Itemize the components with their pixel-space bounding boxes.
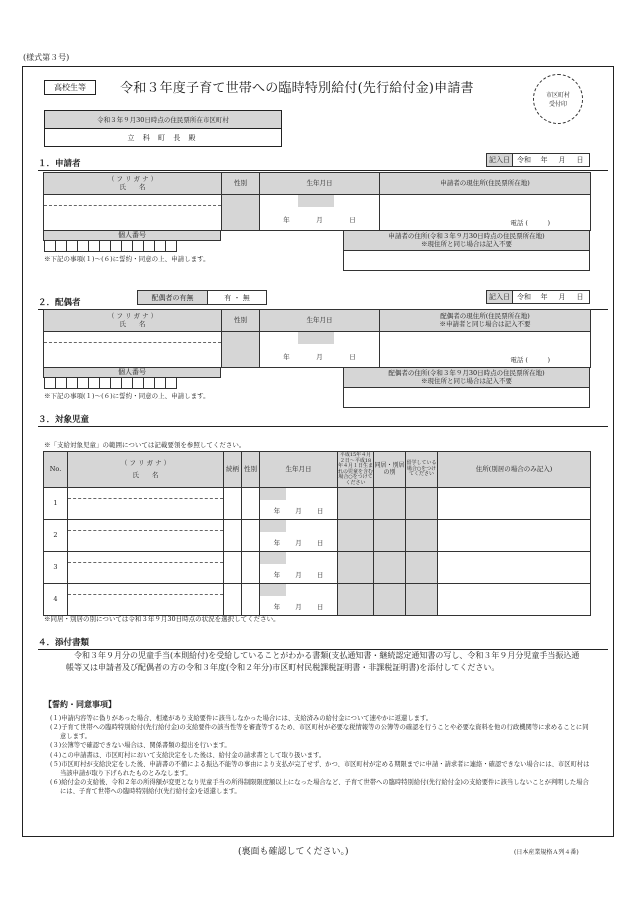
address-box [44,110,282,147]
child-birth-input[interactable] [260,552,338,584]
pledge-item: (３)公簿等で確認できない場合は、関係書類の提出を行います。 [50,742,231,750]
section2-title: ２．配偶者 [38,298,81,308]
pledge-heading: 【誓約・同意事項】 [44,699,116,709]
spouse-address0930-line1: 配偶者の住所(令和３年９月30日時点の住民票所在地) [388,369,545,378]
spouse-personal-number-label: 個人番号 [43,367,221,378]
child-abroad-input[interactable] [406,552,438,584]
child-gender-input[interactable] [242,584,260,616]
pledge-item: (１)申請内容等に偽りがあった場合、相違があり支給要件に該当しなかった場合には、支給済みの給付金について速やかに返還します。 [50,715,433,722]
child-name-input[interactable] [68,520,224,552]
child-relation-input[interactable] [224,488,242,520]
child-birth-input[interactable] [260,488,338,520]
back-note: (裏面も確認してください。) [238,847,349,857]
ymd-month: 月 [295,602,302,611]
section4-text: 令和３年９月分の児童手当(本則給付)を受給していることがわかる書類(支払通知書・継続認定通知書の写し、令和３年９月分児童手当振込通帳等又は申請者及び配偶者の方の令和３年度(令和２年分)市区町村民税課税証明書・非課税証明書)を添付してください。 [66,651,580,673]
table-row [44,488,591,520]
child-abroad-input[interactable] [406,520,438,552]
spouse-address0930-input[interactable] [344,388,590,408]
addressee: 立 科 町 長 殿 [127,134,199,142]
applicant-address0930-input[interactable] [344,251,590,271]
spouse-current-address-line2: ※申請者と同じ場合は記入不要 [439,319,531,328]
col-study-abroad: 留学している場合○をつけてください [406,452,438,488]
child-cohab-input[interactable] [374,520,406,552]
has-spouse-field[interactable] [137,290,267,305]
section4-heading [38,636,608,650]
furigana-label: （ フ リ ガ ナ ） [107,312,158,321]
birth-label: 生年月日 [260,173,380,195]
address0930-line1: 申請者の住所(令和３年９月30日時点の住民票所在地) [388,232,545,241]
child-cohab-input[interactable] [374,552,406,584]
spouse-address0930-header [344,368,590,388]
section3-heading [38,413,608,427]
col-name [68,452,224,488]
row-number: 2 [44,520,68,552]
date-label: 記入日 [487,154,513,166]
child-small-input[interactable] [338,488,374,520]
row-number: 1 [44,488,68,520]
pledge-item: (２)子育て世帯への臨時特別給付(先行給付金)の支給要件の該当性等を審査等するため、市区町村が必要な税情報等の公簿等の確認を行うことや必要な資料を他の行政機関等に求めることに同意します。 [50,724,589,741]
child-address-input[interactable] [438,488,591,520]
section3-note-top: ※「支給対象児童」の範囲については記載要領を参照してください。 [44,441,246,449]
section1-consent: ※下記の事項(１)～(６)に誓約・同意の上、申請します。 [44,255,210,263]
address-box-header: 令和３年９月30日時点の住民票所在市区町村 [45,111,281,129]
phone-paren: ( ) [525,355,550,364]
spouse-gender-input[interactable] [222,332,260,368]
birth-label: 生年月日 [260,310,380,332]
date-label: 記入日 [487,291,513,303]
applicant-current-address-input[interactable] [380,195,591,231]
ymd-year: 年 [273,602,281,611]
spouse-current-address-line1: 配偶者の現住所(住民票所在地) [440,312,530,321]
section2-date-field[interactable] [486,290,590,304]
ymd-day: 日 [316,570,324,579]
child-cohab-input[interactable] [374,584,406,616]
pledge-item: (５)市区町村が支給決定をした後、申請書の不備による振込不能等の事由により支払が完了せず、かつ、市区町村が定める期限までに申請・請求者に連絡・確認できない場合には、市区町村は当該申請が取り下げられたものとみなします。 [50,760,590,777]
child-birth-input[interactable] [260,520,338,552]
applicant-table [43,172,591,231]
name-label: 氏 名 [119,319,146,328]
has-spouse-value: 有 ・ 無 [224,293,250,302]
applicant-name-input[interactable] [44,195,222,231]
ymd-month: 月 [316,352,323,361]
child-name-input[interactable] [68,584,224,616]
ymd-month: 月 [295,570,302,579]
section3-title: ３．対象児童 [38,415,90,425]
applicant-name-header [44,173,222,195]
col-gender: 性別 [242,452,260,488]
date-year: 年 [540,156,548,164]
child-relation-input[interactable] [224,520,242,552]
child-cohab-input[interactable] [374,488,406,520]
col-no: No. [44,452,68,488]
date-year: 年 [540,293,548,301]
ymd-month: 月 [316,215,323,224]
furigana-label: （ フ リ ガ ナ ） [120,459,171,468]
furigana-label: （ フ リ ガ ナ ） [107,175,158,184]
spouse-name-input[interactable] [44,332,222,368]
col-birth: 生年月日 [260,452,338,488]
col-cohabitation: 同居・別居の別 [374,452,406,488]
date-day: 日 [576,156,584,164]
spouse-table [43,309,591,368]
stamp-line2: 受付印 [548,101,567,108]
ymd-day: 日 [316,602,324,611]
pledge-item: (６)給付金の支給後、令和２年の所得額が変更となり児童手当の所得制限限度額以上になった場合など、子育て世帯への臨時特別給付(先行給付金)の支給要件に該当しないことが判明した場合には、子育て世帯への臨時特別給付(先行給付金)を返還します。 [50,778,589,795]
col-address: 住所(別居の場合のみ記入) [438,452,591,488]
section4-title: ４．添付書類 [38,638,90,648]
child-name-input[interactable] [68,488,224,520]
row-number: 4 [44,584,68,616]
ymd-year: 年 [273,570,281,579]
child-gender-input[interactable] [242,520,260,552]
personal-number-input[interactable] [44,240,176,252]
table-row [44,552,591,584]
ymd-day: 日 [349,215,356,224]
applicant-gender-input[interactable] [222,195,260,231]
ymd-year: 年 [283,215,290,224]
child-gender-input[interactable] [242,488,260,520]
child-address-input[interactable] [438,552,591,584]
child-address-input[interactable] [438,584,591,616]
spouse-current-address-header [380,310,591,332]
pledge-item: (４)この申請書は、市区町村において支給決定をした後は、給付金の請求書として取り扱います。 [50,751,326,759]
address0930-line2: ※現住所と同じ場合は記入不要 [421,239,512,248]
child-gender-input[interactable] [242,552,260,584]
category-badge: 高校生等 [44,80,96,95]
child-small-input[interactable] [338,584,374,616]
ymd-month: 月 [295,506,302,515]
date-month: 月 [558,156,566,164]
ymd-year: 年 [283,352,290,361]
pledge-list [50,714,592,796]
stamp-line1: 市区町村 [545,92,570,99]
spouse-birth-input[interactable] [260,332,380,368]
child-abroad-input[interactable] [406,584,438,616]
spouse-name-header [44,310,222,332]
ymd-year: 年 [273,538,281,547]
form-number: (様式第３号) [23,53,70,62]
child-small-input[interactable] [338,552,374,584]
date-era: 令和 [517,293,531,301]
ymd-day: 日 [316,506,324,515]
gender-label: 性別 [222,173,260,195]
paper-standard: (日本産業規格Ａ列４番) [514,849,579,856]
child-small-input[interactable] [338,520,374,552]
ymd-day: 日 [316,538,324,547]
section1-title: １．申請者 [38,159,81,169]
table-row [44,584,591,616]
page-title: 令和３年度子育て世帯への臨時特別給付(先行給付金)申請書 [120,81,474,96]
child-relation-input[interactable] [224,584,242,616]
date-era: 令和 [517,156,531,164]
spouse-current-address-input[interactable] [380,332,591,368]
spouse-address0930-line2: ※現住所と同じ場合は記入不要 [421,376,512,385]
reception-stamp [533,74,583,124]
table-row [44,520,591,552]
has-spouse-label: 配偶者の有無 [138,291,208,304]
gender-label: 性別 [222,310,260,332]
current-address-label: 申請者の現住所(住民票所在地) [380,173,591,195]
child-address-input[interactable] [438,520,591,552]
child-relation-input[interactable] [224,552,242,584]
name-label: 氏 名 [132,470,159,479]
date-month: 月 [558,293,566,301]
section1-date-field[interactable] [486,153,590,167]
child-abroad-input[interactable] [406,488,438,520]
col-small-note: 平成15年４月２日～平成18年４月１日生まれの児童を含む場合○をつけてください [338,452,374,486]
child-birth-input[interactable] [260,584,338,616]
section2-consent: ※下記の事項(１)～(６)に誓約・同意の上、申請します。 [44,392,210,400]
phone-paren: ( ) [525,218,550,227]
col-relation: 続柄 [224,452,242,488]
children-table [43,451,591,616]
address0930-header [344,231,590,251]
section3-note-bottom: ※同居・別居の別については令和３年９月30日時点の状況を選択してください。 [44,615,280,623]
ymd-day: 日 [349,352,356,361]
applicant-birth-input[interactable] [260,195,380,231]
name-label: 氏 名 [119,182,146,191]
ymd-month: 月 [295,538,302,547]
phone-label: 電話 [510,355,524,364]
personal-number-label: 個人番号 [43,230,221,241]
spouse-personal-number-input[interactable] [44,377,176,389]
applicant-address0930 [343,230,590,271]
date-day: 日 [576,293,584,301]
phone-label: 電話 [510,218,524,227]
row-number: 3 [44,552,68,584]
child-name-input[interactable] [68,552,224,584]
spouse-address0930 [343,367,590,408]
ymd-year: 年 [273,506,281,515]
